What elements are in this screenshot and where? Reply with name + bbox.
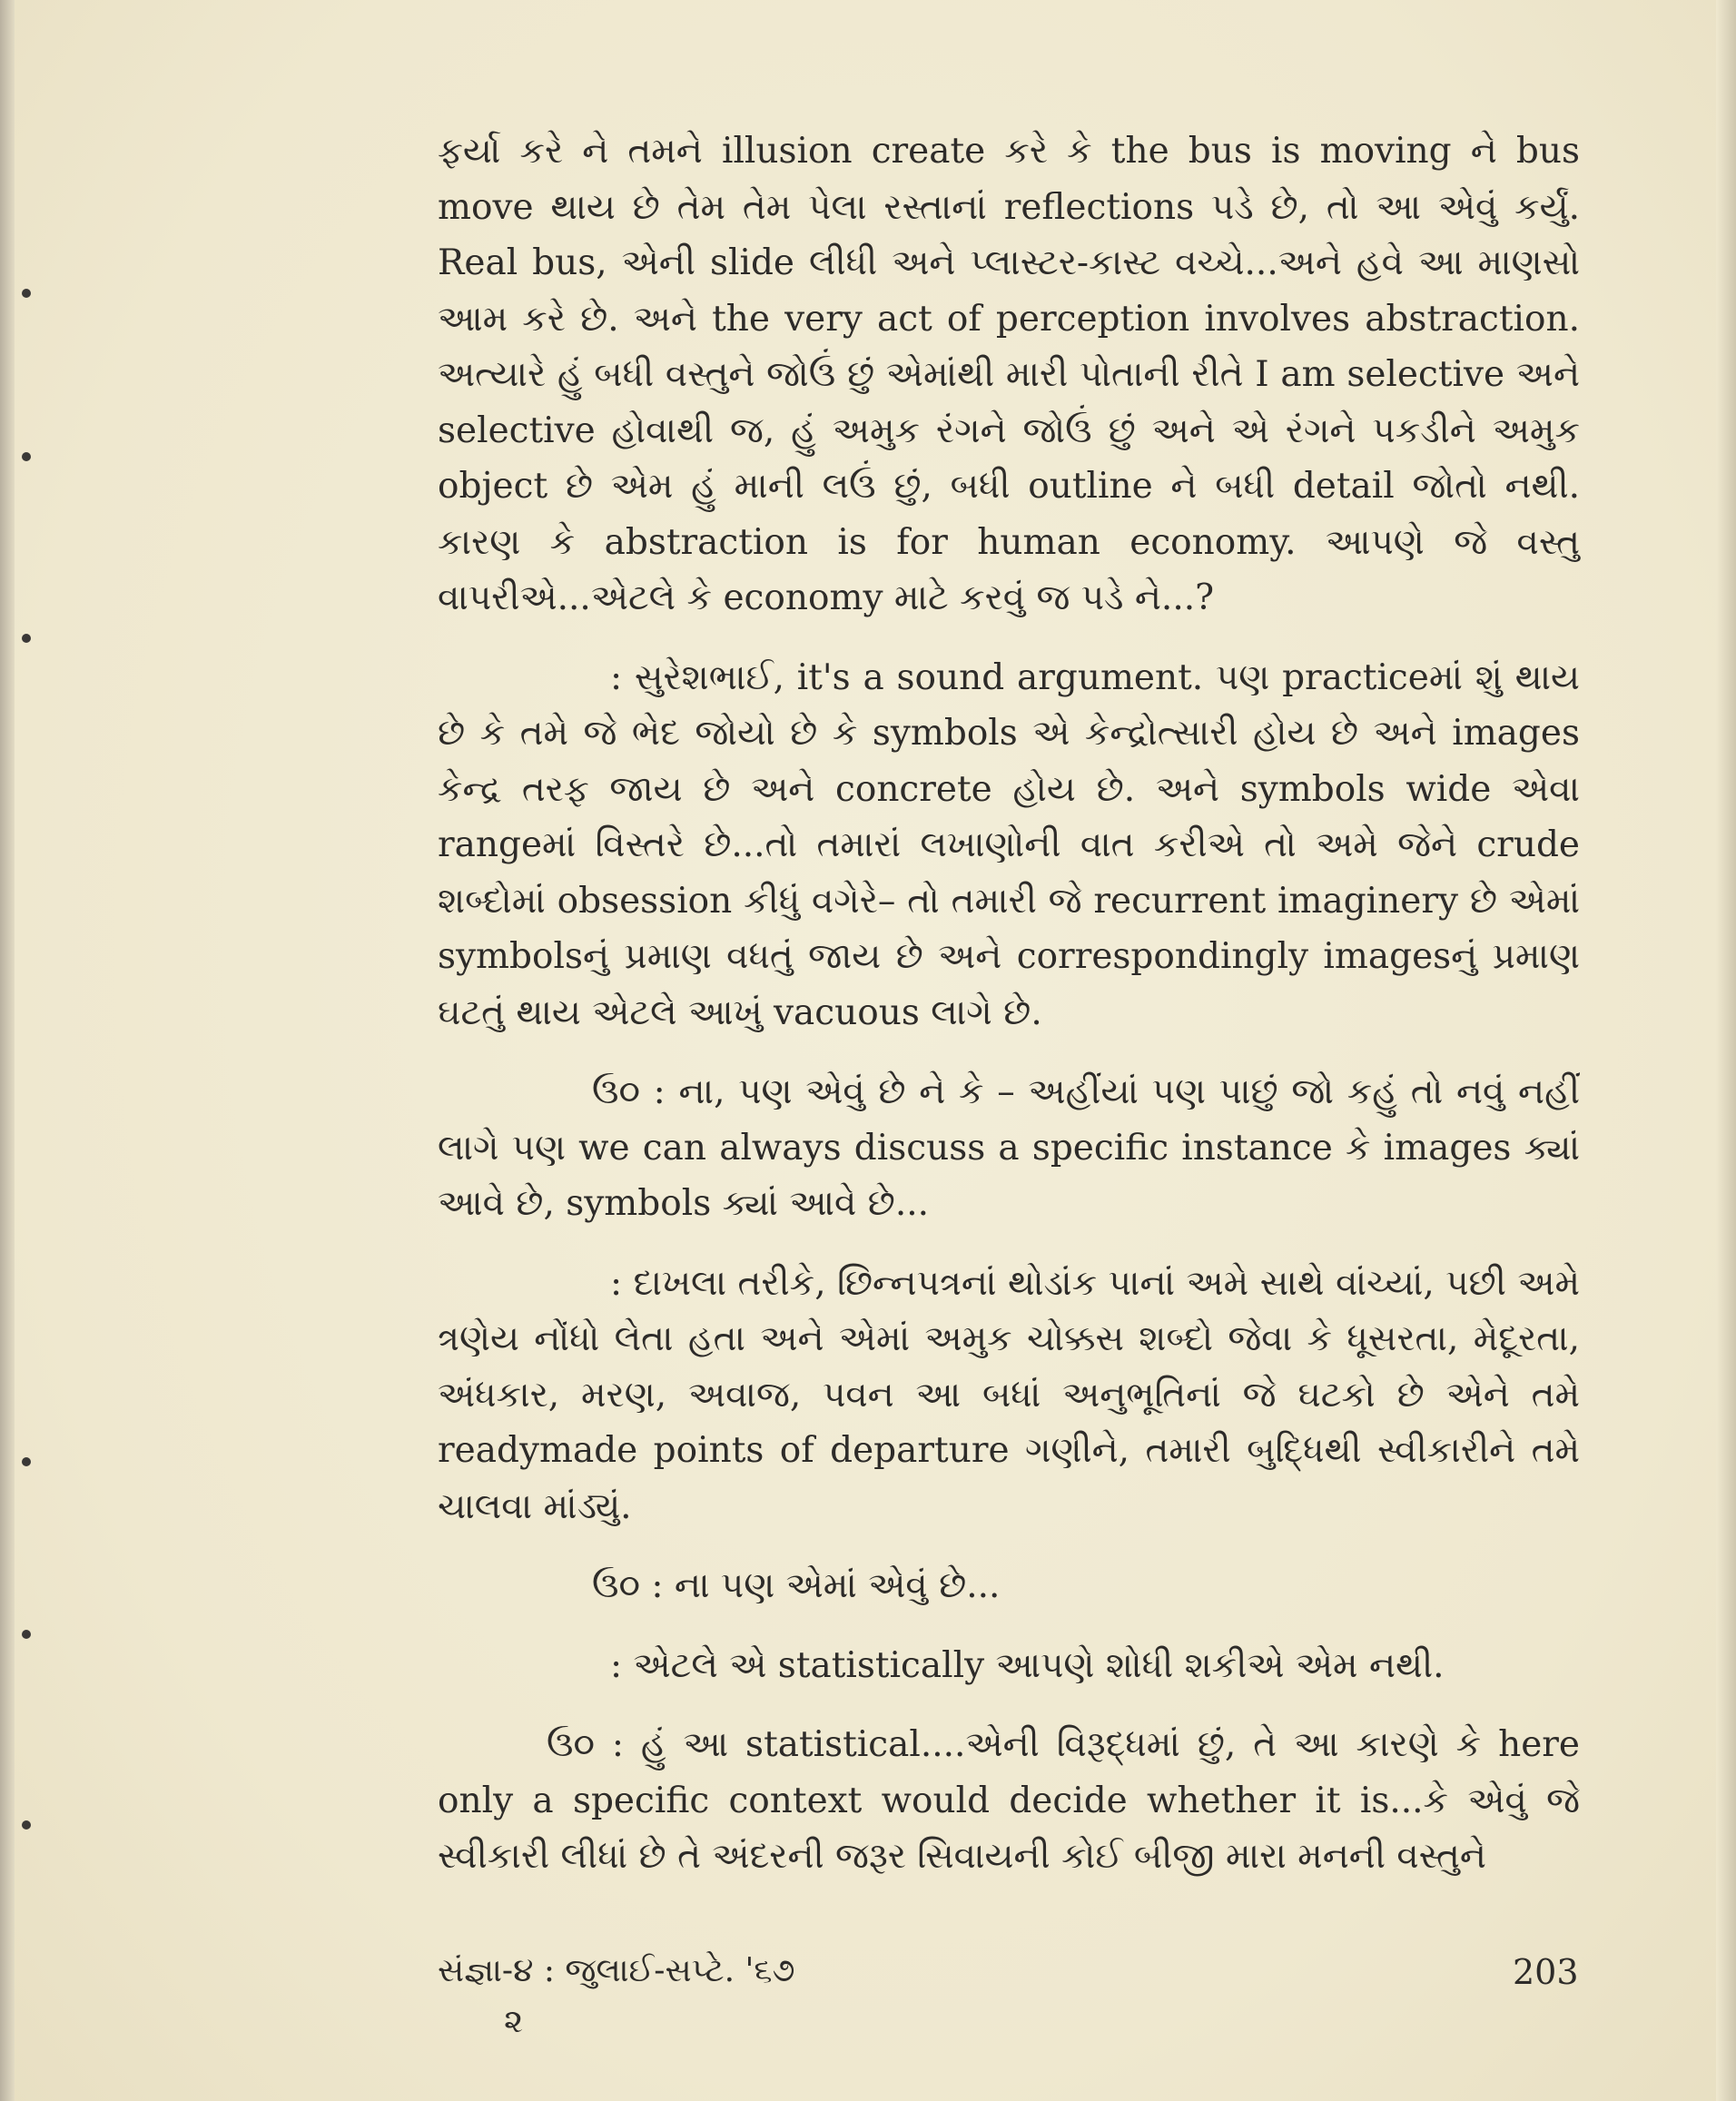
paragraph: : દાખલા તરીકે, છિન્નપત્રનાં થોડાંક પાનાં અમે સાથે વાંચ્યાં, પછી અમે ત્રણેય નોંધો લેતા હતા અને એમાં અમુક ચોક્કસ શબ્દો જેવા કે ધૂસરતા, મેદૂરતા, અંધકાર, મરણ, અવાજ, પવન આ બધાં અનુભૂતિનાં જે ઘટકો છે એને તમે readymade points of departure ગણીને, તમારી બુદ્ધિથી સ્વીકારીને તમે ચાલવા માંડ્યું. xyxy=(438,1262,1580,1527)
page-right-edge xyxy=(1716,0,1736,2101)
paragraph: ઉ૦ : ના, પણ એવું છે ને કે – અહીંયાં પણ પાછું જો કહું તો નવું નહીં લાગે પણ we can always discuss a specific instance કે images ક્યાં આવે છે, symbols ક્યાં આવે છે... xyxy=(438,1071,1580,1224)
margin-dot xyxy=(22,1630,31,1639)
page-body xyxy=(438,123,1580,1885)
footer-signature-mark: ૨ xyxy=(504,2003,524,2040)
paragraph: ઉ૦ : ના પણ એમાં એવું છે... xyxy=(592,1565,1001,1606)
paragraph: : એટલે એ statistically આપણે શોધી શકીએ એમ નથી. xyxy=(610,1644,1445,1686)
paragraph: ઉ૦ : હું આ statistical....એની વિરૂદ્ધમાં છું, તે આ કારણે કે here only a specific context would decide whether it is...કે એવું જે સ્વીકારી લીધાં છે તે અંદરની જરૂર સિવાયની કોઈ બીજી મારા મનની વસ્તુને xyxy=(438,1724,1580,1877)
page-left-edge xyxy=(0,0,15,2101)
margin-dot xyxy=(22,289,31,298)
page-number: 203 xyxy=(1513,1952,1579,1992)
margin-dot xyxy=(22,1820,31,1830)
margin-dot xyxy=(22,634,31,643)
footer-journal-issue: સંજ્ઞા-૪ : જુલાઈ-સપ્ટે. '૬૭ xyxy=(438,1952,795,1989)
margin-dot xyxy=(22,452,31,461)
paragraph: ફર્યા કરે ને તમને illusion create કરે કે the bus is moving ને bus move થાય છે તેમ તેમ પેલા રસ્તાનાં reflections પડે છે, તો આ એવું કર્યું. Real bus, એની slide લીધી અને પ્લાસ્ટર-કાસ્ટ વચ્ચે...અને હવે આ માણસો આમ કરે છે. અને the very act of perception involves abstraction. અત્યારે હું બધી વસ્તુને જોઉં છું એમાંથી મારી પોતાની રીતે I am selective અને selective હોવાથી જ, હું અમુક રંગને જોઉં છું અને એ રંગને પકડીને અમુક object છે એમ હું માની લઉં છું, બધી outline ને બધી detail જોતો નથી. કારણ કે abstraction is for human economy. આપણે જે વસ્તુ વાપરીએ...એટલે કે economy માટે કરવું જ પડે ને...? xyxy=(438,131,1580,618)
paragraph: : સુરેશભાઈ, it's a sound argument. પણ practiceમાં શું થાય છે કે તમે જે ભેદ જોયો છે કે symbols એ કેન્દ્રોત્સારી હોય છે અને images કેન્દ્ર તરફ જાય છે અને concrete હોય છે. અને symbols wide એવા rangeમાં વિસ્તરે છે...તો તમારાં લખાણોની વાત કરીએ તો અમે જેને crude શબ્દોમાં obsession કીધું વગેરે– તો તમારી જે recurrent imaginery છે એમાં symbolsનું પ્રમાણ વધતું જાય છે અને correspondingly imagesનું પ્રમાણ ઘટતું થાય એટલે આખું vacuous લાગે છે. xyxy=(438,656,1580,1033)
margin-dot xyxy=(22,1457,31,1466)
